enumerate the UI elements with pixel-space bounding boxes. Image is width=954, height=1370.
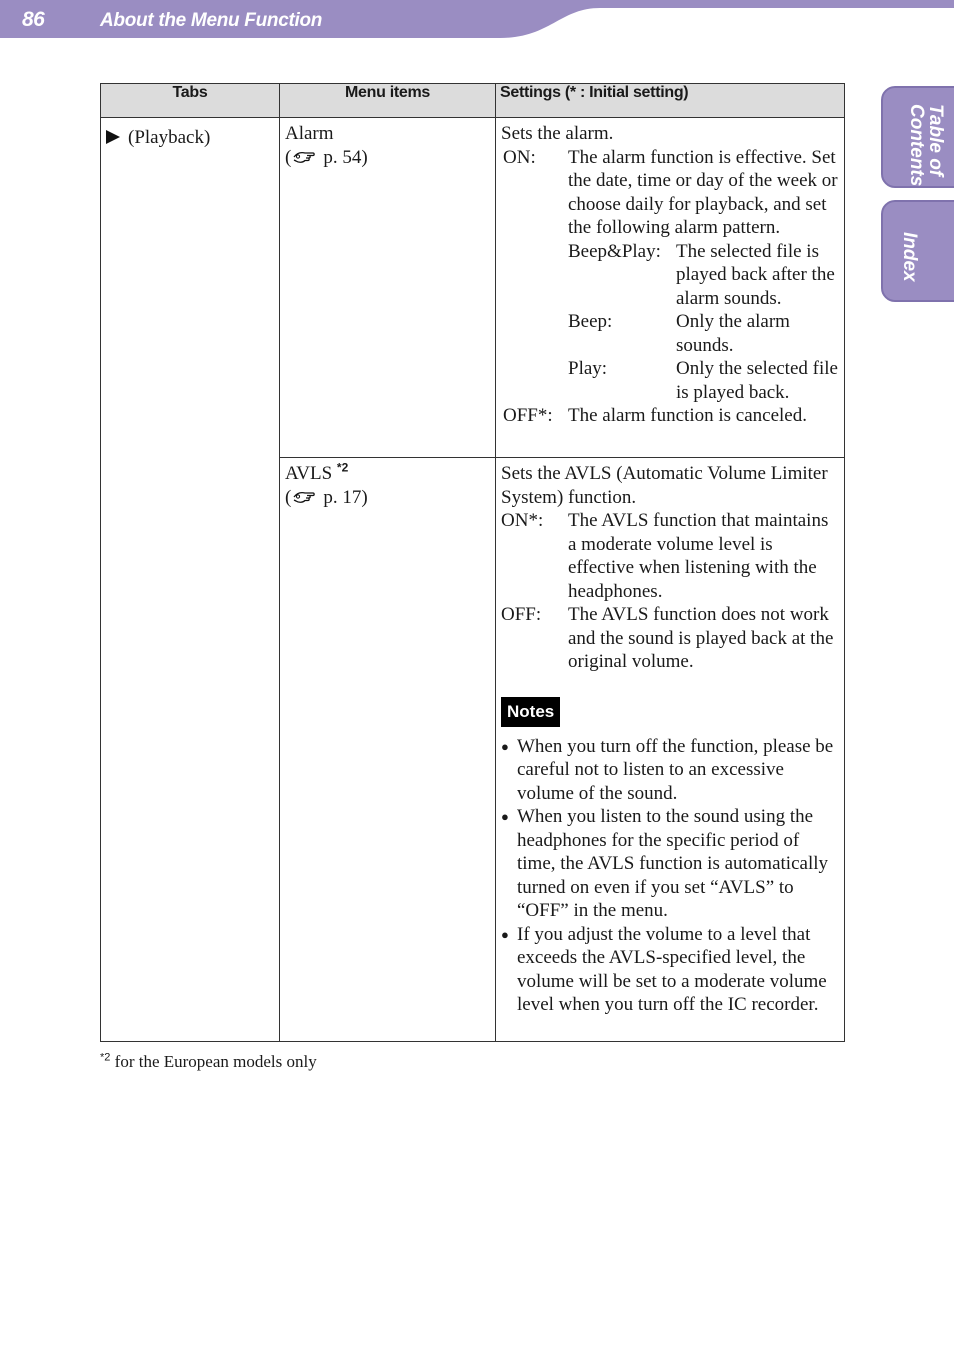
sub-option-value: Only the alarm sounds.: [676, 311, 790, 356]
index-tab[interactable]: [881, 200, 954, 302]
alarm-option-on-key: ON:: [503, 146, 536, 168]
alarm-sub-option-beep-play: [568, 240, 839, 311]
footnote-marker: *2: [100, 1051, 111, 1064]
bullet-icon: ●: [501, 738, 509, 754]
menu-item-alarm-ref[interactable]: [285, 146, 490, 170]
menu-item-cell-avls: [280, 458, 496, 1042]
avls-option-on-key: ON*:: [501, 510, 544, 531]
alarm-option-off-value: The alarm function is canceled.: [568, 405, 807, 426]
menu-item-avls-page: p. 17): [323, 486, 368, 508]
header-band: [0, 0, 954, 40]
menu-item-avls: [285, 462, 490, 486]
play-triangle-icon: [106, 130, 120, 144]
tab-cell: [101, 118, 280, 1042]
avls-option-off: [501, 603, 839, 674]
pointing-hand-icon: [293, 489, 315, 505]
bullet-icon: ●: [501, 809, 509, 824]
header-tabs: Tabs: [101, 84, 280, 118]
notes-badge: Notes: [501, 697, 560, 727]
avls-option-on: [501, 509, 839, 603]
table-row-alarm: [101, 118, 845, 458]
note-text: If you adjust the volume to a level that exceeds the AVLS-specified level, the volume will be set to a moderate volume level when you turn off the IC recorder.: [517, 923, 827, 1015]
note-item: [501, 805, 839, 923]
header-settings: Settings (* : Initial setting): [496, 84, 845, 118]
menu-item-avls-name: AVLS: [285, 463, 333, 484]
note-text: When you listen to the sound using the headphones for the specific period of time, the AVLS function is automatically turned on even if you set “AVLS” to “OFF” in the menu.: [517, 806, 828, 921]
table-header-row: [101, 84, 845, 118]
alarm-option-on-desc: [568, 146, 839, 405]
avls-intro: Sets the AVLS (Automatic Volume Limiter System) function.: [501, 463, 828, 508]
index-tab-label: Index: [899, 232, 920, 282]
pointing-hand-icon: [293, 149, 315, 165]
alarm-option-off-key: OFF*:: [503, 405, 553, 426]
table-of-contents-tab-label: Table of Contents: [906, 104, 946, 187]
note-text: When you turn off the function, please be careful not to listen to an excessive volume of the sound.: [517, 735, 834, 804]
page-number: 86: [22, 8, 45, 31]
alarm-option-off: [503, 404, 839, 428]
avls-option-off-key: OFF:: [501, 604, 542, 625]
settings-cell-avls: [496, 458, 845, 1042]
sub-option-value: The selected file is played back after the alarm sounds.: [676, 240, 835, 309]
footnote-text: for the European models only: [114, 1052, 317, 1071]
alarm-sub-option-beep: [568, 310, 839, 357]
bullet-icon: ●: [501, 926, 509, 942]
note-item: [501, 735, 839, 806]
table-of-contents-tab[interactable]: [881, 86, 954, 188]
sub-option-key: Play:: [568, 358, 608, 379]
alarm-option-on-value: The alarm function is effective. Set the date, time or day of the week or choose daily for playback, and set the following alarm pattern.: [568, 146, 838, 238]
menu-item-avls-ref[interactable]: [285, 486, 490, 510]
tab-label-playback: (Playback): [128, 127, 211, 148]
avls-option-on-value: The AVLS function that maintains a moderate volume level is effective when listening with the headphones.: [568, 510, 829, 602]
footnote-marker: *2: [336, 460, 349, 475]
alarm-intro: Sets the alarm.: [501, 123, 614, 144]
section-title: About the Menu Function: [100, 10, 323, 31]
avls-option-off-value: The AVLS function does not work and the sound is played back at the original volume.: [568, 604, 834, 672]
settings-cell-alarm: [496, 118, 845, 458]
footnote: [100, 1052, 317, 1072]
sub-option-key: Beep&Play:: [568, 240, 661, 262]
menu-item-cell-alarm: [280, 118, 496, 458]
menu-item-alarm-page: p. 54): [323, 146, 368, 168]
sub-option-key: Beep:: [568, 311, 613, 332]
alarm-sub-option-play: [568, 357, 839, 404]
menu-table: [100, 83, 845, 1042]
ref-open-paren: (: [285, 486, 292, 508]
ref-open-paren: (: [285, 146, 292, 168]
note-item: [501, 923, 839, 1017]
menu-item-alarm: Alarm: [285, 123, 334, 144]
header-menu-items: Menu items: [280, 84, 496, 118]
sub-option-value: Only the selected file is played back.: [676, 358, 838, 403]
alarm-option-on: [503, 146, 839, 405]
